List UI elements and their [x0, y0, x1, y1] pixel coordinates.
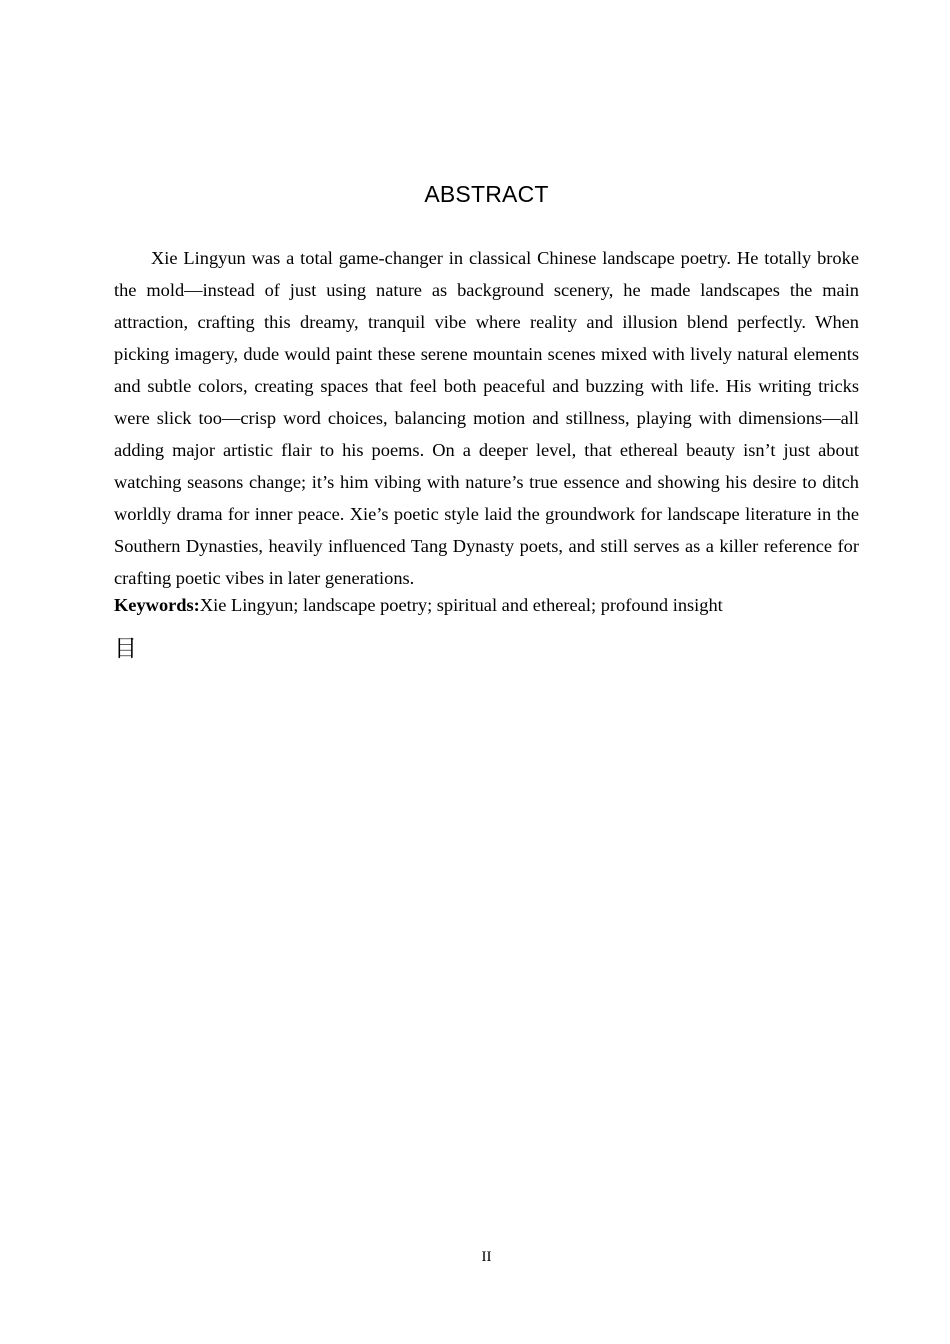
toc-heading: 目	[114, 636, 137, 662]
abstract-title: ABSTRACT	[424, 181, 549, 207]
page-number: II	[481, 1249, 492, 1265]
abstract-body: Xie Lingyun was a total game-changer in classical Chinese landscape poetry. He totally broke the mold—instead of just using nature as background scenery, he made landscapes the main attraction, crafting this dreamy, tranquil vibe where reality and illusion blend perfectly. When picking imagery, dude would paint these serene mountain scenes mixed with lively natural elements and subtle colors, creating spaces that feel both peaceful and buzzing with life. His writing tricks were slick too—crisp word choices, balancing motion and stillness, playing with dimensions—all adding major artistic flair to his poems. On a deeper level, that ethereal beauty isn’t just about watching seasons change; it’s him vibing with nature’s true essence and showing his desire to ditch worldly drama for inner peace. Xie’s poetic style laid the groundwork for landscape literature in the Southern Dynasties, heavily influenced Tang Dynasty poets, and still serves as a killer reference for crafting poetic vibes in later generations.	[114, 248, 859, 588]
keywords-value: Xie Lingyun; landscape poetry; spiritual and ethereal; profound insight	[199, 595, 723, 615]
keywords-label: Keywords:	[114, 595, 200, 615]
keywords-line	[114, 593, 859, 617]
